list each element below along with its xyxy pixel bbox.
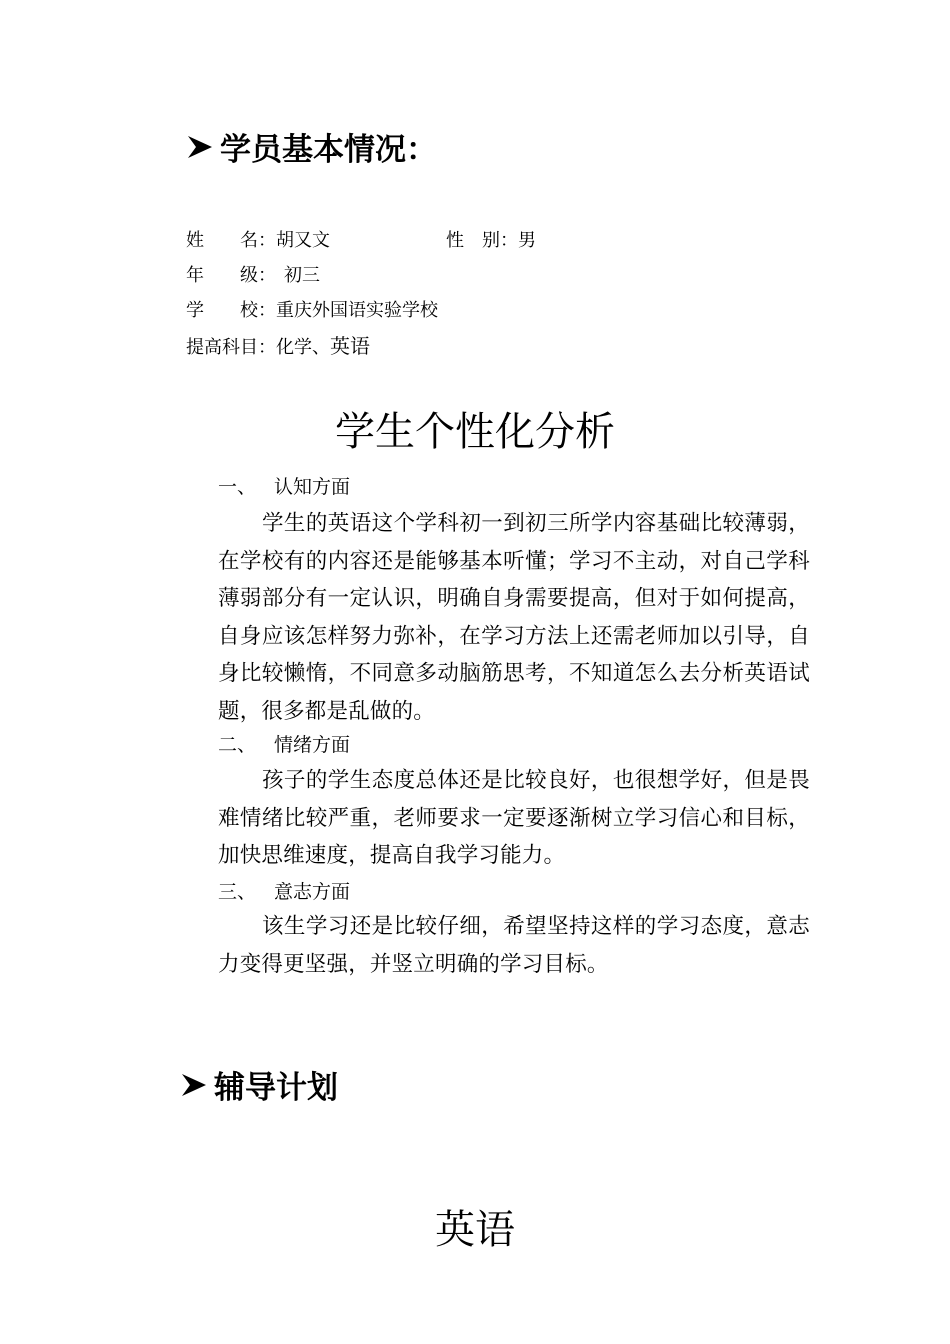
info-row-name [186, 230, 330, 252]
info-row-school [186, 300, 438, 322]
section-heading-will [218, 880, 350, 904]
section-number: 三、 [218, 881, 257, 903]
analysis-title: 学生个性化分析 [335, 409, 615, 455]
subject-value-a: 化学、 [276, 337, 330, 358]
arrow-bullet-icon [180, 1071, 208, 1099]
school-value: 重庆外国语实验学校 [276, 300, 438, 321]
section-heading-text: 认知方面 [274, 476, 351, 498]
info-row-subject [186, 335, 370, 359]
grade-label: 年 级： [186, 265, 276, 286]
name-value: 胡又文 [276, 230, 330, 251]
plan-subject-title: 英语 [435, 1207, 515, 1253]
section-number: 二、 [218, 734, 257, 756]
section-heading-text: 意志方面 [274, 881, 351, 903]
gender-value: 男 [518, 230, 536, 251]
school-label: 学 校： [186, 300, 276, 321]
section-heading-emotion [218, 733, 350, 757]
section-body-will: 该生学习还是比较仔细，希望坚持这样的学习态度，意志力变得更坚强，并竖立明确的学习目标。 [218, 914, 810, 977]
plan-heading [180, 1062, 338, 1107]
student-info-heading-text: 学员基本情况： [220, 132, 437, 168]
subject-value-b: 英语 [330, 334, 370, 358]
info-row-grade [186, 265, 320, 287]
section-heading-cognition [218, 475, 350, 499]
arrow-bullet-icon [186, 133, 214, 161]
plan-heading-text: 辅导计划 [214, 1070, 338, 1106]
section-number: 一、 [218, 476, 257, 498]
section-body-cognition: 学生的英语这个学科初一到初三所学内容基础比较薄弱，在学校有的内容还是能够基本听懂；学习不主动，对自己学科薄弱部分有一定认识，明确自身需要提高，但对于如何提高，自身应该怎样努力弥补，在学习方法上还需老师加以引导，自身比较懒惰，不同意多动脑筋思考，不知道怎么去分析英语试题，很多都是乱做的。 [218, 511, 810, 724]
subject-label: 提高科目： [186, 337, 276, 358]
info-row-gender [446, 230, 536, 252]
section-body-emotion: 孩子的学生态度总体还是比较良好，也很想学好，但是畏难情绪比较严重，老师要求一定要逐渐树立学习信心和目标，加快思维速度，提高自我学习能力。 [218, 768, 810, 868]
student-info-heading [186, 124, 437, 169]
grade-value: 初三 [284, 265, 320, 286]
gender-label: 性 别： [446, 230, 518, 251]
name-label: 姓 名： [186, 230, 276, 251]
section-heading-text: 情绪方面 [274, 734, 351, 756]
